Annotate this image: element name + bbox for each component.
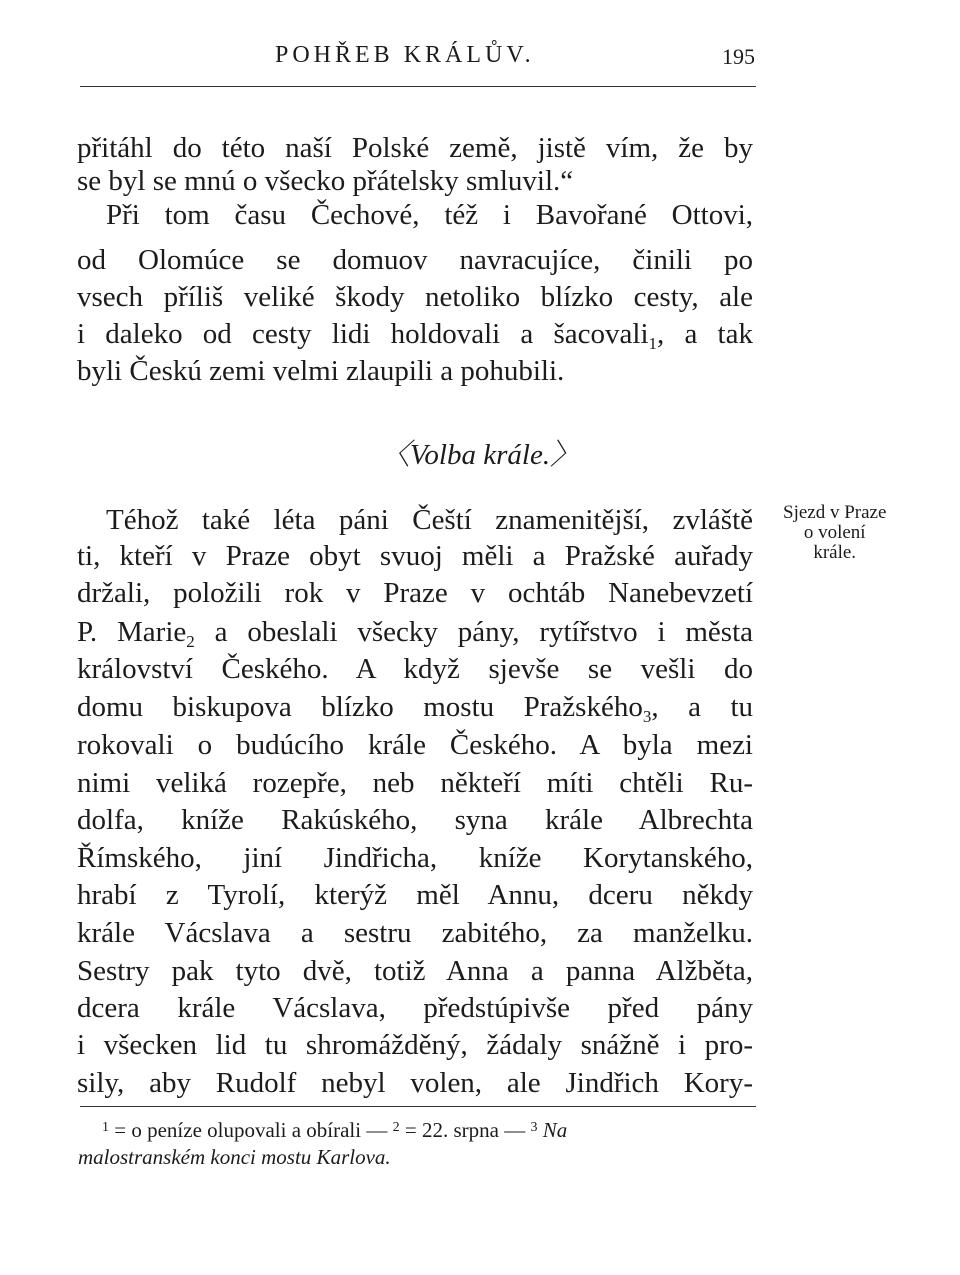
- text-line: domu biskupova blízko mostu Pražského$_3$, a tu: [77, 691, 753, 726]
- text-line: ti, kteří v Praze obyt svuoj měli a Pražské auřady: [77, 540, 753, 572]
- footnote-ref: 3: [642, 707, 652, 726]
- footnote-rule: [80, 1106, 756, 1107]
- text-line: rokovali o budúcího krále Českého. A byla mezi: [77, 729, 753, 761]
- text-line: království Českého. A když sjevše se vešli do: [77, 653, 753, 685]
- text-line: Římského, jiní Jindřicha, kníže Korytanského,: [77, 842, 753, 874]
- text-line: držali, položili rok v Praze v ochtáb Nanebevzetí: [77, 577, 753, 609]
- text-line: přitáhl do této naší Polské země, jistě vím, že by: [77, 132, 753, 164]
- text-line: vsech příliš veliké škody netoliko blízko cesty, ale: [77, 281, 753, 313]
- text-line: i všecken lid tu shromážděný, žádaly snážně i pro-: [77, 1029, 753, 1061]
- text-line: byli Českú zemi velmi zlaupili a pohubili.: [77, 355, 565, 387]
- footnote-line: malostranském konci mostu Karlova.: [78, 1145, 391, 1169]
- text-line: Při tom času Čechové, též i Bavořané Ottovi,: [106, 199, 753, 231]
- text-line: se byl se mnú o všecko přátelsky smluvil.“: [77, 165, 574, 197]
- text-line: Sestry pak tyto dvě, totiž Anna a panna Alžběta,: [77, 955, 753, 987]
- running-head: [0, 42, 960, 82]
- text-line: hrabí z Tyrolí, kterýž měl Annu, dceru někdy: [77, 879, 753, 911]
- text-line: krále Vácslava a sestru zabitého, za manželku.: [77, 917, 753, 949]
- footnote-line: $^1$ = o peníze olupovali a obírali — $^2$ = 22. srpna — $^3$ Na: [102, 1118, 568, 1142]
- page-number: 195: [722, 44, 755, 69]
- marginal-note: Sjezd v Praze o volení krále.: [783, 502, 887, 563]
- section-heading: 〈Volba krále.〉: [380, 439, 580, 471]
- text-line: sily, aby Rudolf nebyl volen, ale Jindřich Kory-: [77, 1067, 753, 1099]
- text-line: Téhož také léta páni Čeští znamenitější, zvláště: [106, 504, 753, 536]
- footnote-ref: 1: [648, 334, 658, 353]
- text-line: nimi veliká rozepře, neb někteří míti chtěli Ru-: [77, 767, 753, 799]
- text-line: dolfa, kníže Rakúského, syna krále Albrechta: [77, 804, 753, 836]
- running-head-title: POHŘEB KRÁLŮV.: [275, 42, 535, 68]
- footnote-ref: 2: [186, 632, 195, 651]
- header-rule: [80, 86, 756, 87]
- text-line: dcera krále Vácslava, předstúpivše před pány: [77, 992, 753, 1024]
- text-line: i daleko od cesty lidi holdovali a šacovali$_1$, a tak: [77, 318, 753, 353]
- text-line: P. Marie$_2$ a obeslali všecky pány, rytířstvo i města: [77, 616, 753, 651]
- text-line: od Olomúce se domuov navracujíce, činili po: [77, 244, 753, 276]
